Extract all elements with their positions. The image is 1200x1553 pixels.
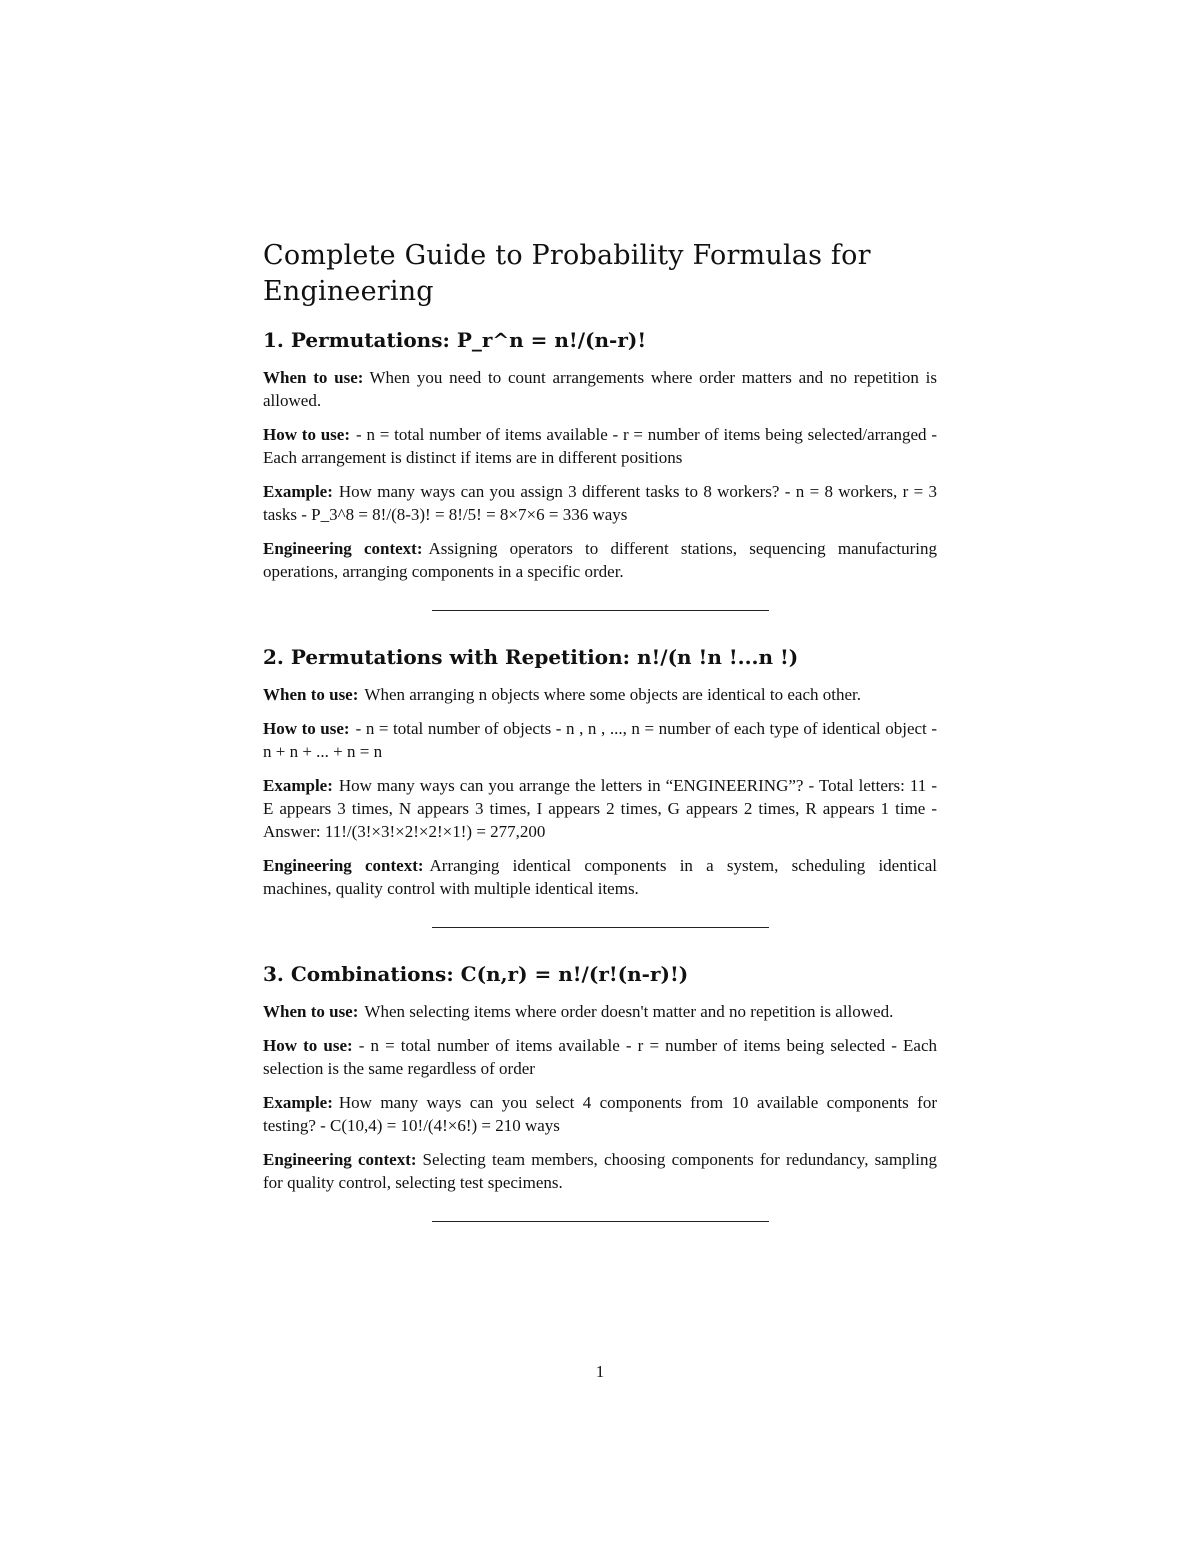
page-number: 1	[595, 1362, 605, 1381]
section-heading: 1. Permutations: P_r^n = n!/(n-r)!	[263, 328, 647, 352]
section-divider	[432, 1221, 769, 1222]
example-label: Example:	[263, 776, 333, 795]
section-permutations	[263, 326, 937, 583]
how-to-use-paragraph	[263, 1034, 937, 1080]
section-heading: 3. Combinations: C(n,r) = n!/(r!(n-r)!)	[263, 962, 689, 986]
when-to-use-paragraph	[263, 366, 937, 412]
section-heading: 2. Permutations with Repetition: n!/(n !n !...n !)	[263, 645, 799, 669]
example-text: How many ways can you select 4 components from 10 available components for testing? - C(10,4) = 10!/(4!×6!) = 210 ways	[263, 1093, 937, 1135]
engineering-context-label: Engineering context:	[263, 539, 423, 558]
example-text: How many ways can you assign 3 different tasks to 8 workers? - n = 8 workers, r = 3 tasks - P_3^8 = 8!/(8-3)! = 8!/5! = 8×7×6 = 336 ways	[263, 482, 937, 524]
example-text: How many ways can you arrange the letters in “ENGINEERING”? - Total letters: 11 - E appears 3 times, N appears 3 times, I appears 2 times, G appears 2 times, R appears 1 time - Answer: 11!/(3!×3!×2!×2!×1!) = 277,200	[263, 776, 937, 841]
when-to-use-text: When you need to count arrangements where order matters and no repetition is allowed.	[263, 368, 937, 410]
engineering-context-label: Engineering context:	[263, 856, 424, 875]
engineering-context-text: Arranging identical components in a system, scheduling identical machines, quality control with multiple identical items.	[263, 856, 937, 898]
example-label: Example:	[263, 1093, 333, 1112]
engineering-context-label: Engineering context:	[263, 1150, 417, 1169]
section-divider	[432, 610, 769, 611]
when-to-use-label: When to use:	[263, 368, 364, 387]
engineering-context-paragraph	[263, 854, 937, 900]
when-to-use-text: When selecting items where order doesn't matter and no repetition is allowed.	[364, 1002, 894, 1021]
how-to-use-text: - n = total number of items available - r = number of items being selected - Each selection is the same regardless of order	[263, 1036, 937, 1078]
example-label: Example:	[263, 482, 333, 501]
page-content	[263, 238, 937, 1254]
engineering-context-text: Selecting team members, choosing components for redundancy, sampling for quality control, selecting test specimens.	[263, 1150, 937, 1192]
when-to-use-label: When to use:	[263, 1002, 359, 1021]
how-to-use-label: How to use:	[263, 425, 351, 444]
section-divider	[432, 927, 769, 928]
document-title: Complete Guide to Probability Formulas for Engineering	[263, 240, 871, 307]
when-to-use-text: When arranging n objects where some objects are identical to each other.	[364, 685, 861, 704]
section-combinations	[263, 960, 937, 1194]
how-to-use-text: - n = total number of objects - n , n , ..., n = number of each type of identical object - n + n + ... + n = n	[263, 719, 937, 761]
how-to-use-label: How to use:	[263, 1036, 353, 1055]
when-to-use-paragraph	[263, 1000, 937, 1023]
example-paragraph	[263, 774, 937, 843]
when-to-use-paragraph	[263, 683, 937, 706]
how-to-use-label: How to use:	[263, 719, 350, 738]
how-to-use-paragraph	[263, 717, 937, 763]
engineering-context-text: Assigning operators to different stations, sequencing manufacturing operations, arranging components in a specific order.	[263, 539, 937, 581]
how-to-use-paragraph	[263, 423, 937, 469]
example-paragraph	[263, 480, 937, 526]
example-paragraph	[263, 1091, 937, 1137]
when-to-use-label: When to use:	[263, 685, 359, 704]
section-permutations-with-repetition	[263, 643, 937, 900]
engineering-context-paragraph	[263, 537, 937, 583]
how-to-use-text: - n = total number of items available - r = number of items being selected/arranged - Each arrangement is distinct if items are in different positions	[263, 425, 937, 467]
engineering-context-paragraph	[263, 1148, 937, 1194]
